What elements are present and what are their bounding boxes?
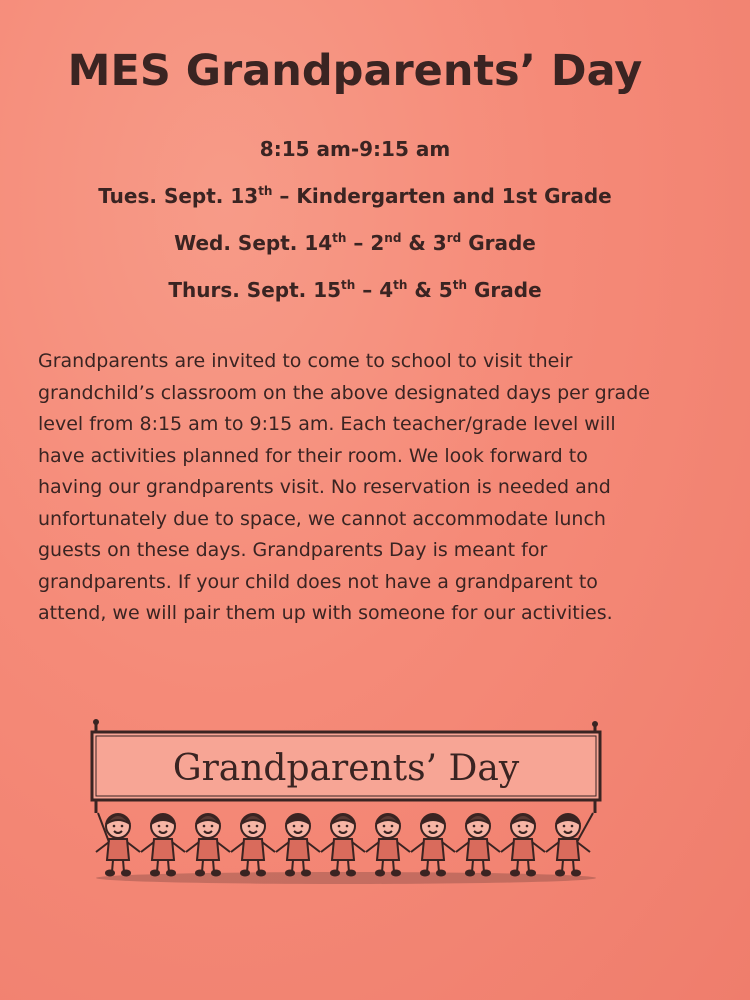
- paragraph-line: level from 8:15 am to 9:15 am. Each teacher/grade level will: [38, 413, 616, 435]
- banner-text: Grandparents’ Day: [172, 748, 520, 789]
- child-figure: [411, 814, 455, 876]
- flyer-title: MES Grandparents’ Day: [67, 46, 643, 96]
- paragraph-line: having our grandparents visit. No reservation is needed and: [38, 476, 611, 498]
- paragraph-line: have activities planned for their room. We look forward to: [38, 444, 588, 467]
- child-figure: [366, 814, 410, 876]
- paragraph-line: Grandparents are invited to come to school to visit their: [38, 350, 573, 372]
- child-figure: [186, 814, 230, 876]
- child-figure: [231, 814, 275, 876]
- schedule-day-2: Wed. Sept. 14th – 2nd & 3rd Grade: [174, 231, 536, 255]
- schedule-day-1: Tues. Sept. 13th – Kindergarten and 1st Grade: [98, 184, 612, 208]
- schedule-time: 8:15 am-9:15 am: [259, 137, 451, 161]
- child-figure: [501, 814, 545, 876]
- child-figure: [276, 814, 320, 876]
- schedule-day-3: Thurs. Sept. 15th – 4th & 5th Grade: [168, 278, 542, 302]
- child-figure: [546, 814, 590, 876]
- grandparents-day-clipart: [88, 718, 608, 888]
- paragraph-line: unfortunately due to space, we cannot accommodate lunch: [38, 507, 606, 530]
- paragraph-line: grandchild’s classroom on the above designated days per grade: [38, 381, 650, 404]
- schedule: [0, 134, 710, 322]
- child-figure: [141, 814, 185, 876]
- child-figure: [321, 814, 365, 876]
- invitation-paragraph: [38, 346, 708, 630]
- paragraph-line: attend, we will pair them up with someone for our activities.: [38, 602, 613, 624]
- paragraph-line: guests on these days. Grandparents Day is meant for: [38, 539, 548, 561]
- children-holding-hands: [96, 813, 593, 876]
- paragraph-line: grandparents. If your child does not have a grandparent to: [38, 570, 598, 593]
- child-figure: [456, 814, 500, 876]
